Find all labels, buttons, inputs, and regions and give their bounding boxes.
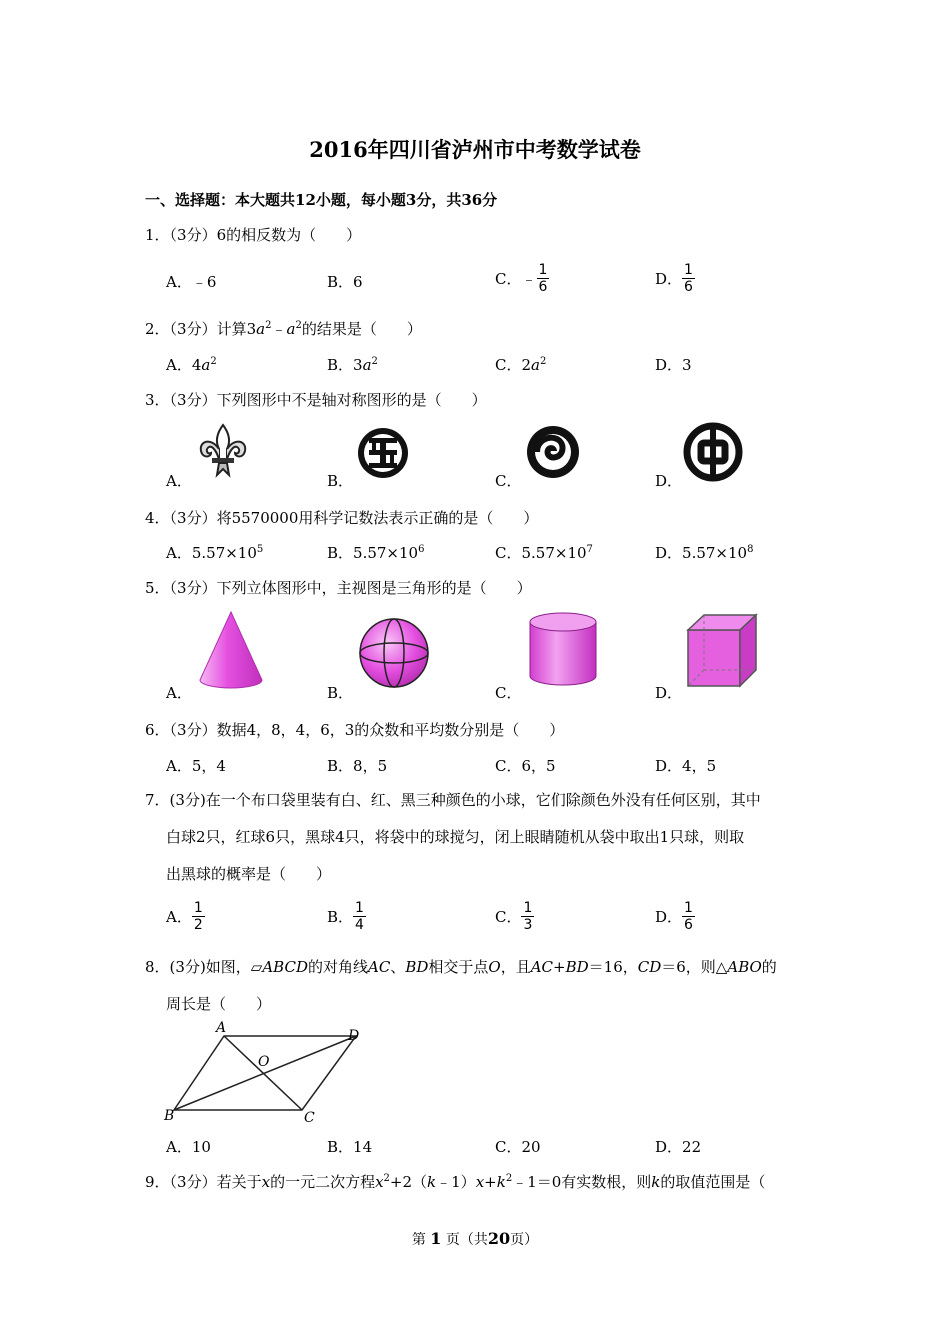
q8-option-b[interactable]: B．14 bbox=[327, 1138, 373, 1156]
q8-t1: 8．(3分)如图，▱ bbox=[145, 958, 263, 976]
section-heading: 一、选择题：本大题共12小题，每小题3分，共36分 bbox=[145, 191, 498, 209]
q7-a-fraction bbox=[192, 900, 205, 933]
q2-stem-post: 的结果是（ ） bbox=[301, 320, 422, 338]
q9-t4: ﹣1） bbox=[436, 1173, 476, 1191]
sphere-figure bbox=[357, 616, 431, 690]
q4-c-exp: 7 bbox=[586, 544, 593, 555]
q7-a-num: 1 bbox=[193, 900, 203, 916]
q7-c-den: 3 bbox=[523, 917, 533, 933]
q2-b-pre: B．3 bbox=[327, 356, 363, 374]
question-8-line-2: 周长是（ ） bbox=[166, 995, 272, 1013]
q6-option-b[interactable]: B．8，5 bbox=[327, 757, 388, 775]
q9-t7: 的取值范围是（ bbox=[660, 1173, 766, 1191]
q6-option-c[interactable]: C．6，5 bbox=[495, 757, 556, 775]
cube-figure bbox=[684, 612, 760, 690]
q6-option-d[interactable]: D．4，5 bbox=[655, 757, 717, 775]
q1-c-sign: ﹣ bbox=[521, 270, 537, 288]
q7-b-num: 1 bbox=[355, 900, 364, 916]
q7-option-b[interactable] bbox=[327, 900, 366, 933]
q1-option-b[interactable]: B．6 bbox=[327, 273, 363, 291]
q2-option-a[interactable] bbox=[166, 354, 217, 375]
footer-total-pages: 20 bbox=[487, 1229, 511, 1248]
q2-var-a2: a bbox=[286, 320, 296, 338]
q9-exp2: 2 bbox=[505, 1173, 513, 1184]
label-d: D bbox=[348, 1028, 360, 1044]
q2-var-a: a bbox=[256, 320, 266, 338]
q2-c-pre: C．2 bbox=[495, 356, 532, 374]
q9-x2: x bbox=[375, 1173, 384, 1191]
q3-option-d[interactable]: D． bbox=[655, 472, 683, 490]
q7-c-fraction bbox=[521, 900, 534, 933]
q4-b-base: 5.57×10 bbox=[353, 544, 419, 562]
q4-option-a[interactable] bbox=[166, 542, 263, 563]
q8-o: O bbox=[488, 958, 501, 976]
q2-b-exp: 2 bbox=[371, 356, 378, 367]
q7-d-fraction bbox=[682, 900, 695, 933]
q1-d-denominator: 6 bbox=[684, 279, 693, 295]
fleur-de-lis-icon bbox=[195, 423, 251, 479]
question-7-line-3: 出黑球的概率是（ ） bbox=[166, 865, 332, 883]
q8-t4: 相交于点 bbox=[428, 958, 489, 976]
q2-c-exp: 2 bbox=[539, 356, 547, 367]
q9-t2: 的一元二次方程 bbox=[270, 1173, 376, 1191]
q9-x3: x bbox=[475, 1173, 485, 1191]
footer-post: 页） bbox=[510, 1232, 539, 1248]
q4-a-exp: 5 bbox=[256, 544, 264, 555]
footer-pre: 第 bbox=[411, 1232, 426, 1248]
q1-option-d[interactable] bbox=[655, 262, 695, 295]
q8-ac: AC bbox=[367, 958, 391, 976]
q4-option-b[interactable] bbox=[327, 542, 424, 563]
q8-t2: 的对角线 bbox=[307, 958, 368, 976]
q4-a-base: 5.57×10 bbox=[191, 544, 257, 562]
q7-d-label: D． bbox=[655, 908, 683, 926]
q1-option-c[interactable] bbox=[495, 262, 549, 295]
q9-exp: 2 bbox=[383, 1173, 390, 1184]
q7-a-label: A． bbox=[166, 908, 192, 926]
q2-a-var: a bbox=[201, 356, 211, 374]
q1-c-denominator: 6 bbox=[538, 279, 548, 295]
page-title: 2016年四川省泸州市中考数学试卷 bbox=[309, 137, 641, 162]
q8-t8: 的 bbox=[761, 958, 777, 976]
q7-a-den: 2 bbox=[193, 917, 203, 933]
question-4-stem: 4．（3分）将5570000用科学记数法表示正确的是（ ） bbox=[145, 509, 539, 527]
q2-a-exp: 2 bbox=[210, 356, 217, 367]
q8-option-d[interactable]: D．22 bbox=[655, 1138, 702, 1156]
q9-x1: x bbox=[261, 1173, 271, 1191]
q8-t5: ，且 bbox=[500, 958, 531, 976]
q2-exp: 2 bbox=[265, 320, 272, 331]
q8-t3: 、 bbox=[390, 958, 406, 976]
q1-d-numerator: 1 bbox=[684, 262, 693, 278]
q7-option-c[interactable] bbox=[495, 900, 534, 933]
cylinder-figure bbox=[526, 610, 600, 690]
q2-exp2: 2 bbox=[295, 320, 302, 331]
q4-b-exp: 6 bbox=[418, 544, 425, 555]
label-c: C bbox=[304, 1110, 315, 1126]
bank-of-china-logo-icon bbox=[684, 423, 742, 481]
q1-c-label: C． bbox=[495, 270, 522, 288]
q7-option-a[interactable] bbox=[166, 900, 205, 933]
footer-mid: 页（共 bbox=[445, 1232, 488, 1248]
q4-d-exp: 8 bbox=[747, 544, 754, 555]
q4-a-label: A． bbox=[166, 544, 192, 562]
question-1-stem: 1．（3分）6的相反数为（ ） bbox=[145, 226, 362, 244]
label-b: B bbox=[164, 1108, 175, 1124]
question-7-line-1: 7．(3分)在一个布口袋里装有白、红、黑三种颜色的小球，它们除颜色外没有任何区别，其中 bbox=[145, 791, 761, 809]
question-8-line-1 bbox=[145, 956, 777, 977]
q8-t7: ＝6，则△ bbox=[661, 958, 728, 976]
parallelogram-diagram bbox=[160, 1018, 370, 1126]
q5-option-c[interactable]: C． bbox=[495, 684, 522, 702]
q4-b-label: B． bbox=[327, 544, 354, 562]
q8-abo: ABO bbox=[727, 958, 762, 976]
q4-d-label: D． bbox=[655, 544, 683, 562]
q8-option-c[interactable]: C．20 bbox=[495, 1138, 541, 1156]
q2-b-var: a bbox=[362, 356, 372, 374]
q9-t5: + bbox=[484, 1173, 497, 1191]
q2-option-c[interactable] bbox=[495, 354, 546, 375]
q2-option-b[interactable] bbox=[327, 354, 378, 375]
label-a: A bbox=[216, 1020, 227, 1036]
q1-c-numerator: 1 bbox=[538, 262, 548, 278]
q7-b-fraction bbox=[353, 900, 366, 933]
q8-t6: ＝16， bbox=[588, 958, 638, 976]
q9-t1: 9．（3分）若关于 bbox=[145, 1173, 262, 1191]
spiral-logo-icon bbox=[524, 423, 582, 481]
q4-option-d[interactable] bbox=[655, 542, 753, 563]
q7-b-label: B． bbox=[327, 908, 354, 926]
q7-d-num: 1 bbox=[684, 900, 693, 916]
q7-c-label: C． bbox=[495, 908, 522, 926]
q2-option-d[interactable]: D．3 bbox=[655, 356, 692, 374]
page-footer bbox=[0, 1229, 950, 1249]
q5-option-b[interactable]: B． bbox=[327, 684, 354, 702]
q1-option-a[interactable]: A．﹣6 bbox=[166, 273, 217, 291]
q7-b-den: 4 bbox=[355, 917, 364, 933]
q8-sum: AC+BD bbox=[530, 958, 589, 976]
q9-k1: k bbox=[427, 1173, 437, 1191]
question-5-stem: 5．（3分）下列立体图形中，主视图是三角形的是（ ） bbox=[145, 579, 532, 597]
bank-logo-b-icon bbox=[355, 425, 411, 481]
question-7-line-2: 白球2只，红球6只，黑球4只，将袋中的球搅匀，闭上眼睛随机从袋中取出1只球，则取 bbox=[166, 828, 745, 846]
cone-figure bbox=[196, 610, 266, 690]
question-3-stem: 3．（3分）下列图形中不是轴对称图形的是（ ） bbox=[145, 391, 487, 409]
q4-option-c[interactable] bbox=[495, 542, 593, 563]
q2-minus: ﹣ bbox=[271, 320, 287, 338]
question-6-stem: 6．（3分）数据4，8，4，6，3的众数和平均数分别是（ ） bbox=[145, 721, 565, 739]
q3-option-a[interactable]: A． bbox=[166, 472, 192, 490]
q9-k3: k bbox=[651, 1173, 661, 1191]
q1-d-fraction bbox=[682, 262, 695, 295]
q6-option-a[interactable]: A．5，4 bbox=[166, 757, 226, 775]
q3-option-b[interactable]: B． bbox=[327, 472, 354, 490]
q5-option-a[interactable]: A． bbox=[166, 684, 192, 702]
q1-c-fraction bbox=[537, 262, 550, 295]
q8-option-a[interactable]: A．10 bbox=[166, 1138, 211, 1156]
q2-c-var: a bbox=[531, 356, 540, 374]
q5-option-d[interactable]: D． bbox=[655, 684, 683, 702]
q9-t3: +2（ bbox=[389, 1173, 428, 1191]
q2-stem-pre: 2．（3分）计算3 bbox=[145, 320, 257, 338]
q4-c-label: C． bbox=[495, 544, 522, 562]
q8-bd: BD bbox=[405, 958, 429, 976]
question-9-stem bbox=[145, 1171, 765, 1192]
q7-d-den: 6 bbox=[684, 917, 693, 933]
q7-c-num: 1 bbox=[523, 900, 533, 916]
q8-cd: CD bbox=[637, 958, 662, 976]
q9-t6: ﹣1＝0有实数根，则 bbox=[512, 1173, 652, 1191]
q3-option-c[interactable]: C． bbox=[495, 472, 522, 490]
q1-d-label: D． bbox=[655, 270, 683, 288]
q4-c-base: 5.57×10 bbox=[521, 544, 587, 562]
question-2-stem bbox=[145, 318, 422, 339]
q4-d-base: 5.57×10 bbox=[682, 544, 748, 562]
footer-page-number: 1 bbox=[430, 1229, 442, 1248]
q7-option-d[interactable] bbox=[655, 900, 695, 933]
q2-a-pre: A．4 bbox=[166, 356, 202, 374]
q9-k2: k bbox=[496, 1173, 506, 1191]
label-o: O bbox=[258, 1054, 270, 1070]
q8-abcd: ABCD bbox=[262, 958, 308, 976]
